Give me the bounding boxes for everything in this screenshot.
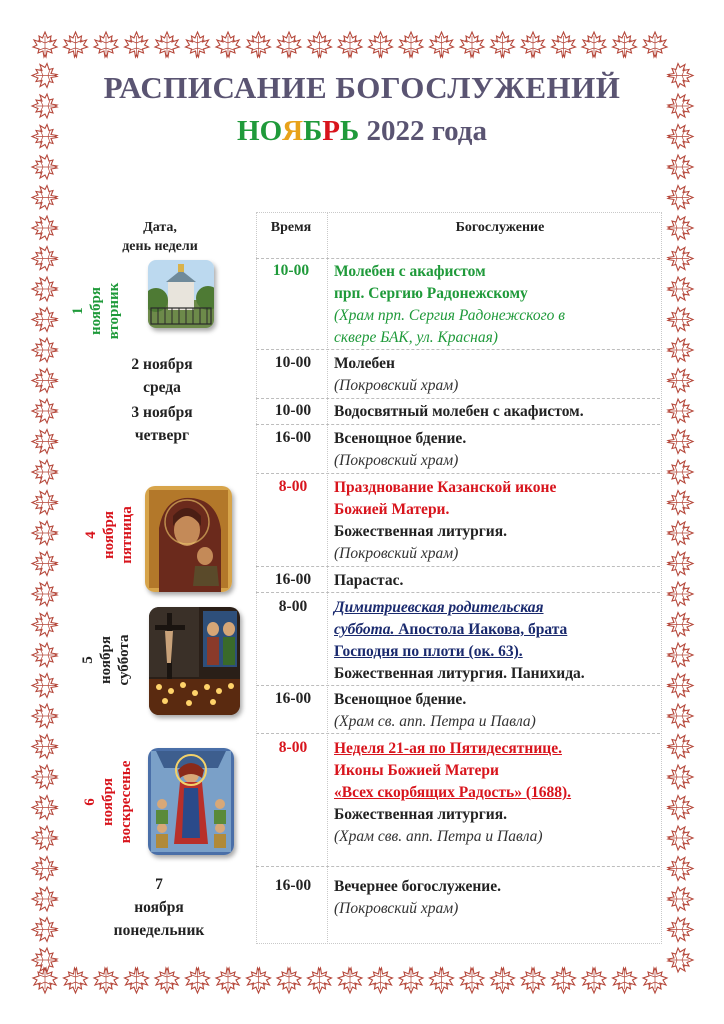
- month-letter: Р: [322, 115, 340, 147]
- service-5-line4: (Покровский храм): [334, 545, 459, 562]
- day-4-weekday: пятница: [119, 506, 135, 564]
- service-3: [334, 401, 659, 423]
- day-1-month: ноября: [88, 287, 104, 335]
- maple-leaf-icon: [64, 968, 88, 993]
- service-10: [334, 876, 659, 920]
- service-7-line2-part2: Апостола Иакова, брата: [394, 621, 568, 638]
- maple-leaf-icon: [33, 32, 57, 57]
- service-9-line5: (Храм свв. апп. Петра и Павла): [334, 828, 543, 845]
- maple-leaf-icon: [668, 552, 693, 576]
- maple-leaf-icon: [64, 32, 88, 57]
- service-7-line4: Божественная литургия. Панихида.: [334, 665, 585, 682]
- maple-leaf-icon: [668, 826, 693, 850]
- service-1-time: 10-00: [272, 262, 310, 279]
- day-2-label: [100, 353, 224, 399]
- maple-leaf-icon: [32, 918, 57, 942]
- maple-leaf-icon: [668, 430, 693, 454]
- page-title: РАСПИСАНИЕ БОГОСЛУЖЕНИЙ: [103, 70, 621, 105]
- service-7: [334, 597, 659, 685]
- year-label: 2022 года: [366, 115, 487, 147]
- maple-leaf-icon: [125, 968, 149, 993]
- maple-leaf-icon: [32, 430, 57, 454]
- maple-leaf-icon: [668, 948, 693, 972]
- service-4-line1: Всенощное бдение.: [334, 430, 467, 447]
- maple-leaf-icon: [552, 32, 576, 57]
- row-divider: [256, 866, 660, 867]
- maple-leaf-icon: [308, 32, 332, 57]
- maple-leaf-icon: [32, 826, 57, 850]
- maple-leaf-icon: [125, 32, 149, 57]
- service-3-time: 10-00: [274, 402, 312, 419]
- service-9-line4: Божественная литургия.: [334, 806, 507, 823]
- maple-leaf-icon: [552, 968, 576, 993]
- service-4: [334, 428, 659, 472]
- service-7-line3: Господня по плоти (ок. 63).: [334, 643, 523, 660]
- maple-leaf-icon: [32, 277, 57, 301]
- day-3-line1: 3 ноября: [131, 404, 193, 421]
- maple-leaf-icon: [32, 552, 57, 576]
- maple-leaf-icon: [32, 247, 57, 271]
- row-divider: [256, 424, 660, 425]
- maple-leaf-icon: [430, 968, 454, 993]
- month-letter: Ь: [340, 115, 360, 147]
- service-5-line2: Божией Матери.: [334, 501, 450, 518]
- maple-leaf-icon: [369, 968, 393, 993]
- maple-leaf-icon: [32, 216, 57, 240]
- service-2-time: 10-00: [274, 354, 312, 371]
- maple-leaf-icon: [643, 32, 667, 57]
- service-7-time: 8-00: [278, 598, 308, 615]
- maple-leaf-icon: [668, 613, 693, 637]
- maple-leaf-icon: [668, 887, 693, 911]
- maple-leaf-icon: [32, 186, 57, 210]
- maple-leaf-icon: [186, 32, 210, 57]
- day-5-weekday: суббота: [116, 634, 132, 686]
- month-letter: Б: [303, 115, 323, 147]
- date-column-header: [100, 218, 220, 256]
- row-divider: [256, 258, 660, 259]
- maple-leaf-icon: [668, 735, 693, 759]
- service-8-time: 16-00: [274, 690, 312, 707]
- day-6-label: [81, 740, 133, 864]
- maple-leaf-icon: [247, 968, 271, 993]
- maple-leaf-icon: [668, 277, 693, 301]
- service-10-time: 16-00: [274, 877, 312, 894]
- maple-leaf-icon: [338, 32, 362, 57]
- service-6-line1: Парастас.: [334, 572, 404, 589]
- maple-leaf-icon: [668, 582, 693, 606]
- day-2-line2: среда: [143, 379, 181, 396]
- day-7-line2: ноября: [134, 899, 184, 916]
- kazan-icon-image: [145, 486, 232, 592]
- maple-leaf-icon: [668, 399, 693, 423]
- service-4-line2: (Покровский храм): [334, 452, 459, 469]
- maple-leaf-icon: [521, 32, 545, 57]
- month-year-title: [0, 115, 724, 148]
- maple-leaf-icon: [32, 491, 57, 515]
- maple-leaf-icon: [668, 308, 693, 332]
- month-letter: Я: [282, 115, 304, 147]
- day-1-number: 1: [70, 307, 86, 315]
- maple-leaf-icon: [32, 674, 57, 698]
- day-6-weekday: воскресенье: [118, 760, 134, 844]
- date-header-line2: день недели: [122, 239, 198, 254]
- maple-leaf-icon: [399, 32, 423, 57]
- maple-leaf-icon: [338, 968, 362, 993]
- maple-leaf-icon: [32, 369, 57, 393]
- maple-leaf-icon: [668, 216, 693, 240]
- day-4-month: ноября: [101, 511, 117, 559]
- day-2-line1: 2 ноября: [131, 356, 193, 373]
- maple-leaf-icon: [668, 796, 693, 820]
- row-divider: [256, 685, 660, 686]
- maple-leaf-icon: [668, 247, 693, 271]
- maple-leaf-icon: [32, 643, 57, 667]
- time-column-header: Время: [270, 220, 312, 235]
- maple-leaf-icon: [668, 857, 693, 881]
- maple-leaf-icon: [32, 735, 57, 759]
- maple-leaf-icon: [32, 460, 57, 484]
- maple-leaf-icon: [32, 582, 57, 606]
- service-3-line1: Водосвятный молебен с акафистом.: [334, 403, 584, 420]
- service-10-line2: (Покровский храм): [334, 900, 459, 917]
- maple-leaf-icon: [32, 857, 57, 881]
- maple-leaf-icon: [613, 32, 637, 57]
- row-divider: [256, 398, 660, 399]
- service-7-line1: Димитриевская родительская: [334, 599, 544, 616]
- memorial-candles-image: [149, 607, 240, 715]
- maple-leaf-icon: [155, 32, 179, 57]
- service-10-line1: Вечернее богослужение.: [334, 878, 501, 895]
- service-5: [334, 477, 659, 565]
- maple-leaf-icon: [582, 32, 606, 57]
- day-4-number: 4: [83, 531, 99, 539]
- maple-leaf-icon: [32, 887, 57, 911]
- month-letter: О: [259, 115, 283, 147]
- maple-leaf-icon: [668, 369, 693, 393]
- date-header-line1: Дата,: [143, 220, 177, 235]
- maple-leaf-icon: [186, 968, 210, 993]
- maple-leaf-icon: [32, 704, 57, 728]
- maple-leaf-icon: [491, 32, 515, 57]
- maple-leaf-icon: [308, 968, 332, 993]
- maple-leaf-icon: [32, 521, 57, 545]
- maple-leaf-icon: [94, 32, 118, 57]
- day-5-month: ноября: [98, 636, 114, 684]
- day-1-label: [69, 261, 121, 361]
- service-9: [334, 738, 659, 848]
- maple-leaf-icon: [460, 32, 484, 57]
- service-1-line3: (Храм прп. Сергия Радонежского в: [334, 307, 565, 324]
- maple-leaf-icon: [216, 32, 240, 57]
- row-divider: [256, 733, 660, 734]
- maple-leaf-icon: [277, 32, 301, 57]
- service-1-line4: сквере БАК, ул. Красная): [334, 329, 498, 346]
- service-9-time: 8-00: [278, 739, 308, 756]
- maple-leaf-icon: [668, 186, 693, 210]
- day-6-month: ноября: [100, 778, 116, 826]
- maple-leaf-icon: [613, 968, 637, 993]
- month-letter: Н: [237, 115, 260, 147]
- maple-leaf-icon: [643, 968, 667, 993]
- service-8: [334, 689, 659, 733]
- service-9-line2: Иконы Божией Матери: [334, 762, 499, 779]
- service-1-line1: Молебен с акафистом: [334, 263, 486, 280]
- row-divider: [256, 349, 660, 350]
- maple-leaf-icon: [32, 613, 57, 637]
- day-7-line1: 7: [155, 876, 163, 893]
- row-divider: [256, 473, 660, 474]
- maple-leaf-icon: [32, 399, 57, 423]
- day-1-weekday: вторник: [106, 282, 122, 340]
- day-6-number: 6: [82, 798, 98, 806]
- row-divider: [256, 566, 660, 567]
- maple-leaf-icon: [247, 32, 271, 57]
- service-4-time: 16-00: [274, 429, 312, 446]
- maple-leaf-icon: [32, 796, 57, 820]
- maple-leaf-icon: [668, 155, 693, 179]
- service-5-line3: Божественная литургия.: [334, 523, 507, 540]
- maple-leaf-icon: [491, 968, 515, 993]
- service-7-line2: [334, 619, 659, 641]
- service-9-line1: Неделя 21-ая по Пятидесятнице.: [334, 740, 562, 757]
- service-9-line3: «Всех скорбящих Радость» (1688).: [334, 784, 572, 801]
- maple-leaf-icon: [399, 968, 423, 993]
- service-7-line2-part1: суббота.: [334, 621, 395, 638]
- maple-leaf-icon: [32, 155, 57, 179]
- maple-leaf-icon: [33, 968, 57, 993]
- maple-leaf-icon: [460, 968, 484, 993]
- maple-leaf-icon: [668, 918, 693, 942]
- maple-leaf-icon: [582, 968, 606, 993]
- maple-leaf-icon: [94, 968, 118, 993]
- maple-leaf-icon: [277, 968, 301, 993]
- maple-leaf-icon: [155, 968, 179, 993]
- day-3-line2: четверг: [134, 427, 190, 444]
- service-5-line1: Празднование Казанской иконе: [334, 479, 557, 496]
- day-5-label: [79, 610, 131, 710]
- joy-of-all-icon-image: [148, 748, 234, 855]
- church-photo: [148, 260, 214, 328]
- maple-leaf-icon: [668, 491, 693, 515]
- service-1: [334, 261, 659, 349]
- maple-leaf-icon: [430, 32, 454, 57]
- maple-leaf-icon: [668, 674, 693, 698]
- maple-leaf-icon: [32, 308, 57, 332]
- day-4-label: [82, 485, 134, 585]
- day-3-label: [100, 401, 224, 447]
- maple-leaf-icon: [32, 765, 57, 789]
- maple-leaf-icon: [521, 968, 545, 993]
- service-2-line2: (Покровский храм): [334, 377, 459, 394]
- month-name: [237, 115, 359, 148]
- maple-leaf-icon: [668, 338, 693, 362]
- service-5-time: 8-00: [278, 478, 308, 495]
- maple-leaf-icon: [369, 32, 393, 57]
- maple-leaf-icon: [216, 968, 240, 993]
- day-7-line3: понедельник: [113, 922, 205, 939]
- service-column-header: Богослужение: [455, 220, 545, 235]
- service-2-line1: Молебен: [334, 355, 395, 372]
- maple-leaf-icon: [668, 643, 693, 667]
- maple-leaf-icon: [32, 338, 57, 362]
- service-8-line2: (Храм св. апп. Петра и Павла): [334, 713, 536, 730]
- day-7-label: [94, 873, 224, 942]
- row-divider: [256, 592, 660, 593]
- service-6-time: 16-00: [274, 571, 312, 588]
- maple-leaf-icon: [32, 948, 57, 972]
- service-8-line1: Всенощное бдение.: [334, 691, 467, 708]
- service-1-line2: прп. Сергию Радонежскому: [334, 285, 528, 302]
- day-5-number: 5: [80, 656, 96, 664]
- service-6: [334, 570, 659, 592]
- service-2: [334, 353, 659, 397]
- maple-leaf-icon: [668, 704, 693, 728]
- maple-leaf-icon: [668, 521, 693, 545]
- maple-leaf-icon: [668, 765, 693, 789]
- maple-leaf-icon: [668, 460, 693, 484]
